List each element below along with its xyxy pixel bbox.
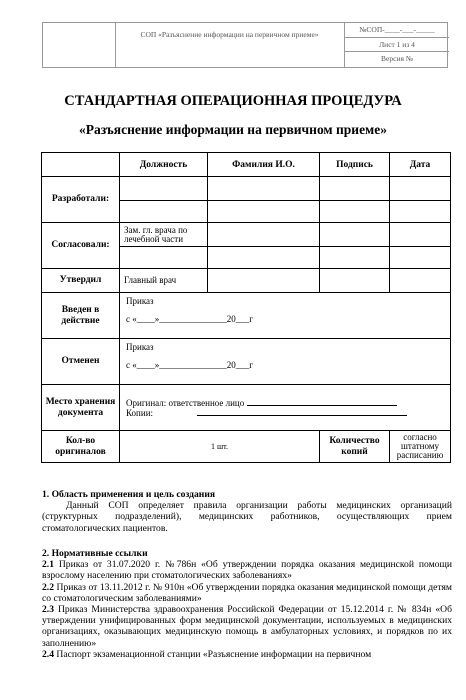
cancelled-order	[120, 339, 451, 385]
copies-count-value: согласно штатному расписанию	[390, 431, 451, 463]
row-introduced-label: Введен в действие	[42, 293, 120, 339]
item-2-1: 2.1 Приказ от 31.07.2020 г. №786н «Об утверждении порядка оказания медицинской помощи взрослому населению при стоматологических заболеваниях»	[42, 559, 452, 582]
row-originals-label: Кол-во оригиналов	[42, 431, 120, 463]
header-number: №СОП-____-___-_____	[345, 23, 449, 38]
col-date: Дата	[390, 153, 451, 177]
section-1-text: Данный СОП определяет правила организации работы медицинских организаций (структурных подразделений), медицинских работников, осуществляющих прием стоматологических пациентов.	[42, 500, 452, 534]
approved-position: Главный врач	[120, 269, 208, 293]
row-approved-label: Утвердил	[42, 269, 120, 293]
logo-cell	[43, 23, 116, 67]
section-2	[42, 548, 452, 660]
item-2-4: 2.4 Паспорт экзаменационной станции «Разъяснение информации на первичном	[42, 648, 372, 660]
section-1	[42, 489, 452, 534]
document-header	[42, 22, 448, 68]
row-cancelled-label: Отменен	[42, 339, 120, 385]
header-doc-name: СОП «Разъяснение информации на первичном приеме»	[115, 23, 345, 67]
row-storage-label: Место хранения документа	[42, 385, 120, 431]
header-meta	[345, 23, 449, 67]
introduced-order	[120, 293, 451, 339]
original-line: Оригинал: ответственное лицо	[126, 397, 245, 408]
item-2-3: 2.3 Приказ Министерства здравоохранения Российской Федерации от 15.12.2014 г. № 834н «Об утверждении унифицированных форм медицинской документации, используемых в медицинских организациях, оказывающих медицинскую помощь в амбулаторных условиях, и порядков по их заполнению»	[42, 604, 452, 649]
introduced-order-label: Приказ	[126, 296, 154, 306]
cancelled-order-label: Приказ	[126, 342, 154, 352]
col-name: Фамилия И.О.	[208, 153, 320, 177]
row-agreed-label: Согласовали:	[42, 223, 120, 269]
header-version: Версия №	[381, 54, 413, 64]
copies-line: Копии:	[126, 407, 154, 418]
storage-info	[120, 385, 451, 431]
section-2-title: 2. Нормативные ссылки	[42, 548, 148, 559]
agreed-position: Зам. гл. врача по лечебной части	[120, 223, 208, 247]
header-sheet: Лист 1 из 4	[345, 38, 449, 53]
introduced-order-line: с «____»_______________20___г	[126, 314, 253, 324]
originals-value: 1 шт.	[120, 431, 320, 463]
approval-table	[41, 152, 451, 463]
col-position: Должность	[120, 153, 208, 177]
cancelled-order-line: с «____»_______________20___г	[126, 360, 253, 370]
section-1-title: 1. Область применения и цель создания	[42, 489, 216, 500]
table-header-row	[42, 153, 451, 177]
row-developed-label: Разработали:	[42, 177, 120, 223]
title-sub: «Разъяснение информации на первичном приеме»	[78, 122, 387, 137]
title-main: СТАНДАРТНАЯ ОПЕРАЦИОННАЯ ПРОЦЕДУРА	[64, 93, 402, 109]
copies-count-label: Количество копий	[320, 431, 390, 463]
item-2-2: 2.2 Приказ от 13.11.2012 г. № 910н «Об утверждении порядка оказания медицинской помощи детям со стоматологическим заболеваниями»	[42, 581, 452, 604]
col-signature: Подпись	[320, 153, 390, 177]
